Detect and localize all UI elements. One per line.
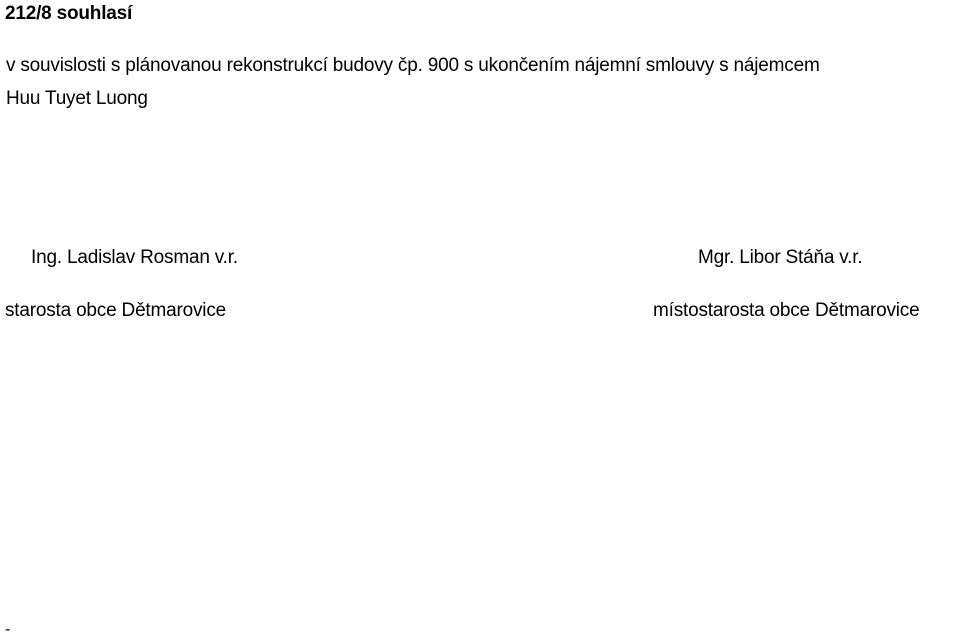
resolution-heading: 212/8 souhlasí bbox=[5, 3, 133, 24]
signatory-right-title: místostarosta obce Dětmarovice bbox=[653, 300, 920, 321]
resolution-text-line: v souvislosti s plánovanou rekonstrukcí budovy čp. 900 s ukončením nájemní smlouvy s nájemcem bbox=[6, 55, 820, 76]
signatory-right-name: Mgr. Libor Stáňa v.r. bbox=[698, 247, 863, 268]
signatory-left-title: starosta obce Dětmarovice bbox=[5, 300, 226, 321]
list-dash: - bbox=[5, 621, 11, 638]
resolution-text-line: Huu Tuyet Luong bbox=[6, 88, 148, 109]
signatory-left-name: Ing. Ladislav Rosman v.r. bbox=[31, 247, 238, 268]
